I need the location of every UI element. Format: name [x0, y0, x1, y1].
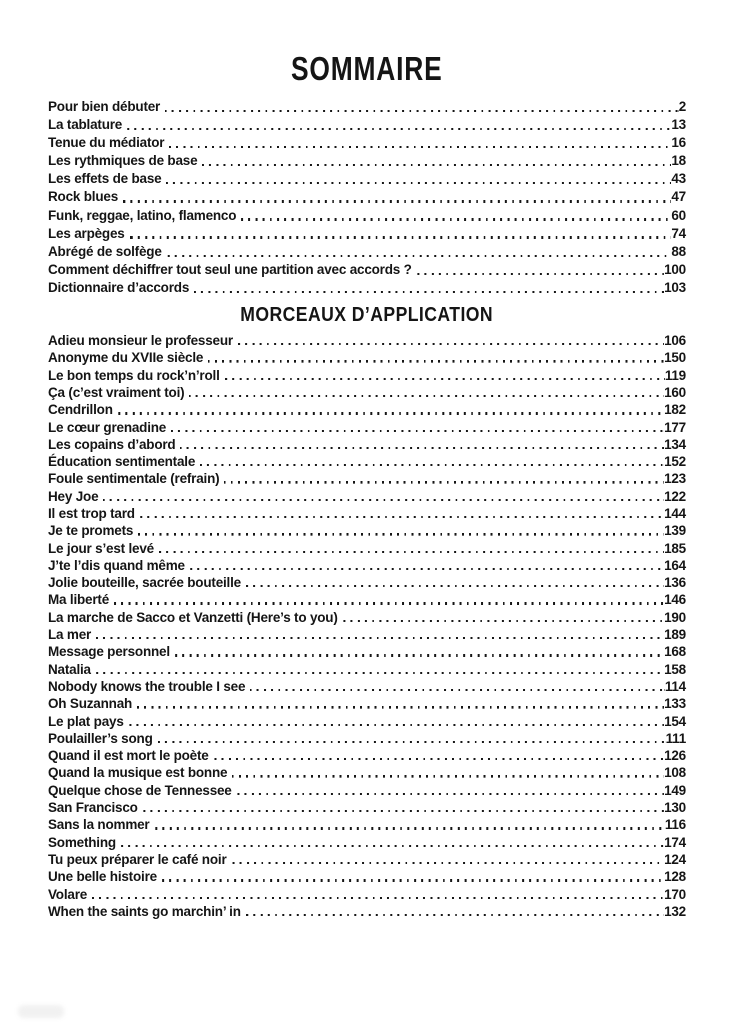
toc-entry: [48, 591, 686, 608]
toc-entry-page: 18: [671, 153, 686, 169]
page-title-text: SOMMAIRE: [291, 50, 443, 87]
toc-entry-label: Éducation sentimentale: [48, 454, 196, 470]
scan-smudge: [18, 1005, 64, 1018]
toc-entry: [48, 152, 686, 170]
dot-leader: [137, 706, 664, 708]
dot-leader: [200, 464, 664, 466]
toc-entry: [48, 225, 686, 243]
dot-leader: [246, 585, 664, 587]
toc-entry: [48, 134, 686, 152]
toc-entry-label: Oh Suzannah: [48, 696, 133, 712]
toc-entry: [48, 261, 686, 279]
dot-leader: [103, 499, 664, 501]
toc-entry: [48, 713, 686, 730]
dot-leader: [214, 758, 664, 760]
toc-entry-label: La marche de Sacco et Vanzetti (Here’s to you): [48, 609, 338, 625]
toc-entry-page: 100: [664, 261, 686, 277]
toc-entry-label: Quelque chose de Tennessee: [48, 782, 232, 798]
toc-entry-label: Poulailler’s song: [48, 730, 153, 746]
toc-entry: [48, 747, 686, 764]
dot-leader: [180, 447, 664, 449]
dot-leader: [123, 200, 671, 202]
dot-leader: [129, 724, 664, 726]
toc-entry-page: 174: [664, 834, 686, 850]
toc-entry-page: 13: [671, 117, 686, 133]
dot-leader: [238, 343, 664, 345]
toc-entry: [48, 574, 686, 591]
dot-leader: [96, 672, 664, 674]
toc-entry-page: 160: [664, 384, 686, 400]
toc-entry-label: Quand il est mort le poète: [48, 748, 209, 764]
toc-entry: [48, 332, 686, 349]
toc-entry-page: 182: [664, 402, 686, 418]
toc-entry-page: 132: [664, 903, 686, 919]
toc-entry-label: Nobody knows the trouble I see: [48, 678, 246, 694]
toc-entry-page: 185: [664, 540, 686, 556]
toc-entry-page: 136: [664, 575, 686, 591]
toc-entry-label: Tenue du médiator: [48, 135, 165, 151]
toc-entry: [48, 170, 686, 188]
toc-entry: [48, 470, 686, 487]
toc-entry-label: Anonyme du XVIIe siècle: [48, 350, 204, 366]
toc-entry-page: 144: [664, 506, 686, 521]
toc-entry: [48, 116, 686, 134]
dot-leader: [121, 845, 664, 847]
toc-entry-label: Le bon temps du rock’n’roll: [48, 367, 220, 383]
dot-leader: [127, 128, 671, 130]
toc-entry-page: 146: [664, 592, 686, 608]
dot-leader: [343, 620, 664, 622]
toc-entry-label: Le jour s’est levé: [48, 540, 154, 556]
toc-entry-label: La mer: [48, 627, 92, 643]
toc-entry-label: Natalia: [48, 661, 91, 677]
dot-leader: [140, 516, 664, 518]
toc-entry: [48, 540, 686, 557]
dot-leader: [162, 879, 664, 881]
dot-leader: [246, 914, 664, 916]
toc-entry-page: 60: [671, 207, 686, 223]
toc-entry-label: Cendrillon: [48, 402, 113, 418]
toc-entry: [48, 401, 686, 418]
dot-leader: [190, 568, 664, 570]
toc-entry-page: 123: [664, 471, 686, 487]
toc-entry-label: Comment déchiffrer tout seul une partition avec accords ?: [48, 261, 412, 277]
toc-entry: [48, 436, 686, 453]
toc-entry: [48, 851, 686, 868]
toc-entry: [48, 678, 686, 695]
toc-entry: [48, 488, 686, 505]
dot-leader: [171, 430, 664, 432]
toc-entry-page: 74: [671, 225, 686, 241]
toc-entry-page: 43: [671, 171, 686, 187]
toc-entry: [48, 279, 686, 297]
toc-entry-label: Foule sentimentale (refrain): [48, 471, 220, 487]
dot-leader: [175, 654, 664, 656]
toc-entry: [48, 868, 686, 885]
dot-leader: [158, 741, 666, 743]
toc-entry: [48, 886, 686, 903]
toc-entry-page: 149: [664, 782, 686, 798]
toc-entry-label: Rock blues: [48, 189, 119, 205]
toc-entry: [48, 903, 686, 920]
toc-entry-label: When the saints go marchin’ in: [48, 903, 241, 919]
dot-leader: [202, 164, 671, 166]
toc-entry-label: Hey Joe: [48, 488, 99, 504]
toc-entry-page: 177: [664, 419, 686, 435]
toc-entry: [48, 626, 686, 643]
toc-entry-page: 106: [664, 333, 686, 349]
toc-entry-label: Ma liberté: [48, 592, 110, 608]
toc-entry-page: 133: [664, 696, 686, 712]
toc-entry-page: 154: [664, 713, 686, 729]
toc-entry: [48, 367, 686, 384]
toc-entry-page: 190: [664, 609, 686, 625]
toc-entry-label: J’te l’dis quand même: [48, 557, 185, 573]
dot-leader: [417, 273, 664, 275]
toc-entry-page: 119: [664, 367, 686, 383]
dot-leader: [232, 862, 665, 864]
dot-leader: [169, 146, 671, 148]
dot-leader: [194, 291, 664, 293]
toc-entry: [48, 799, 686, 816]
toc-entry-label: Tu peux préparer le café noir: [48, 851, 227, 867]
toc-entry-page: 134: [664, 436, 686, 452]
toc-entry-label: Une belle histoire: [48, 869, 157, 885]
dot-leader: [92, 897, 664, 899]
dot-leader: [232, 775, 664, 777]
dot-leader: [118, 412, 664, 414]
toc-entry-label: Dictionnaire d’accords: [48, 279, 190, 295]
toc-entry: [48, 505, 686, 522]
dot-leader: [208, 360, 664, 362]
toc-entry: [48, 522, 686, 539]
toc-entry-label: Sans la nommer: [48, 817, 150, 833]
toc-entry-page: 170: [664, 886, 686, 902]
toc-entry-page: 2: [678, 99, 686, 114]
toc-entry: [48, 834, 686, 851]
toc-entry-label: Je te promets: [48, 523, 134, 539]
toc-entry-label: Les rythmiques de base: [48, 153, 198, 169]
toc-entry: [48, 349, 686, 366]
dot-leader: [114, 602, 664, 604]
toc-entry-page: 47: [671, 189, 686, 205]
toc-entry: [48, 419, 686, 436]
toc-entry: [48, 384, 686, 401]
dot-leader: [138, 533, 664, 535]
toc-entry-label: Message personnel: [48, 644, 170, 660]
toc-entry-label: Jolie bouteille, sacrée bouteille: [48, 575, 241, 591]
toc-entry-label: Les copains d’abord: [48, 436, 176, 452]
toc-entry-label: Les effets de base: [48, 171, 162, 187]
toc-entry: [48, 730, 686, 747]
dot-leader: [96, 637, 664, 639]
toc-section: [48, 332, 686, 920]
dot-leader: [165, 110, 679, 112]
toc-entry-label: Abrégé de solfège: [48, 243, 162, 259]
toc-entry-page: 126: [664, 748, 686, 764]
toc-entry: [48, 188, 686, 206]
dot-leader: [167, 255, 672, 257]
toc-entry: [48, 816, 686, 833]
toc-entry-page: 158: [664, 661, 686, 677]
toc-entry-label: San Francisco: [48, 800, 138, 816]
dot-leader: [225, 378, 665, 380]
toc-entry: [48, 453, 686, 470]
toc-entry-label: Funk, reggae, latino, flamenco: [48, 207, 237, 223]
toc-entry: [48, 643, 686, 660]
toc-entry-page: 16: [671, 135, 686, 151]
toc-entry-page: 168: [664, 644, 686, 660]
toc-entry: [48, 764, 686, 781]
toc-entry: [48, 557, 686, 574]
toc-entry-page: 108: [664, 765, 686, 781]
toc-entry-page: 124: [664, 851, 686, 867]
toc-entry-page: 111: [665, 730, 686, 746]
toc-entry: [48, 661, 686, 678]
page-title: [48, 52, 686, 85]
toc-entry: [48, 609, 686, 626]
toc-entry-label: Les arpèges: [48, 225, 125, 241]
toc-entry: [48, 782, 686, 799]
toc-entry-label: Volare: [48, 886, 88, 902]
toc-entry: [48, 207, 686, 225]
toc-entry-page: 139: [664, 523, 686, 539]
section-heading: [48, 304, 686, 326]
toc-entry: [48, 98, 686, 116]
toc-entry-label: Adieu monsieur le professeur: [48, 333, 233, 349]
table-of-contents: [48, 98, 686, 920]
toc-entry: [48, 243, 686, 261]
toc-entry-label: Quand la musique est bonne: [48, 765, 228, 781]
toc-entry-page: 130: [664, 800, 686, 816]
toc-entry-page: 128: [664, 869, 686, 885]
toc-entry-page: 116: [664, 817, 686, 833]
toc-entry-label: Le cœur grenadine: [48, 419, 167, 435]
dot-leader: [224, 481, 664, 483]
dot-leader: [130, 236, 672, 238]
toc-entry-page: 164: [664, 557, 686, 573]
toc-section: [48, 98, 686, 297]
dot-leader: [166, 182, 671, 184]
toc-entry-page: 122: [664, 488, 686, 504]
toc-entry-label: La tablature: [48, 117, 123, 133]
toc-entry-label: Il est trop tard: [48, 506, 135, 521]
toc-entry-label: Ça (c’est vraiment toi): [48, 384, 185, 400]
toc-entry-page: 103: [664, 279, 686, 295]
toc-entry-label: Pour bien débuter: [48, 99, 161, 114]
toc-content: [48, 0, 686, 920]
dot-leader: [155, 827, 665, 829]
toc-entry-page: 150: [664, 350, 686, 366]
toc-entry: [48, 695, 686, 712]
toc-entry-page: 114: [664, 678, 686, 694]
dot-leader: [237, 793, 664, 795]
dot-leader: [241, 218, 671, 220]
dot-leader: [143, 810, 664, 812]
dot-leader: [159, 551, 664, 553]
toc-entry-label: Something: [48, 834, 116, 850]
toc-entry-page: 189: [664, 627, 686, 643]
dot-leader: [189, 395, 664, 397]
dot-leader: [250, 689, 665, 691]
section-heading-text: MORCEAUX D’APPLICATION: [240, 304, 494, 327]
toc-entry-page: 152: [664, 454, 686, 470]
toc-entry-page: 88: [671, 243, 686, 259]
toc-entry-label: Le plat pays: [48, 713, 124, 729]
